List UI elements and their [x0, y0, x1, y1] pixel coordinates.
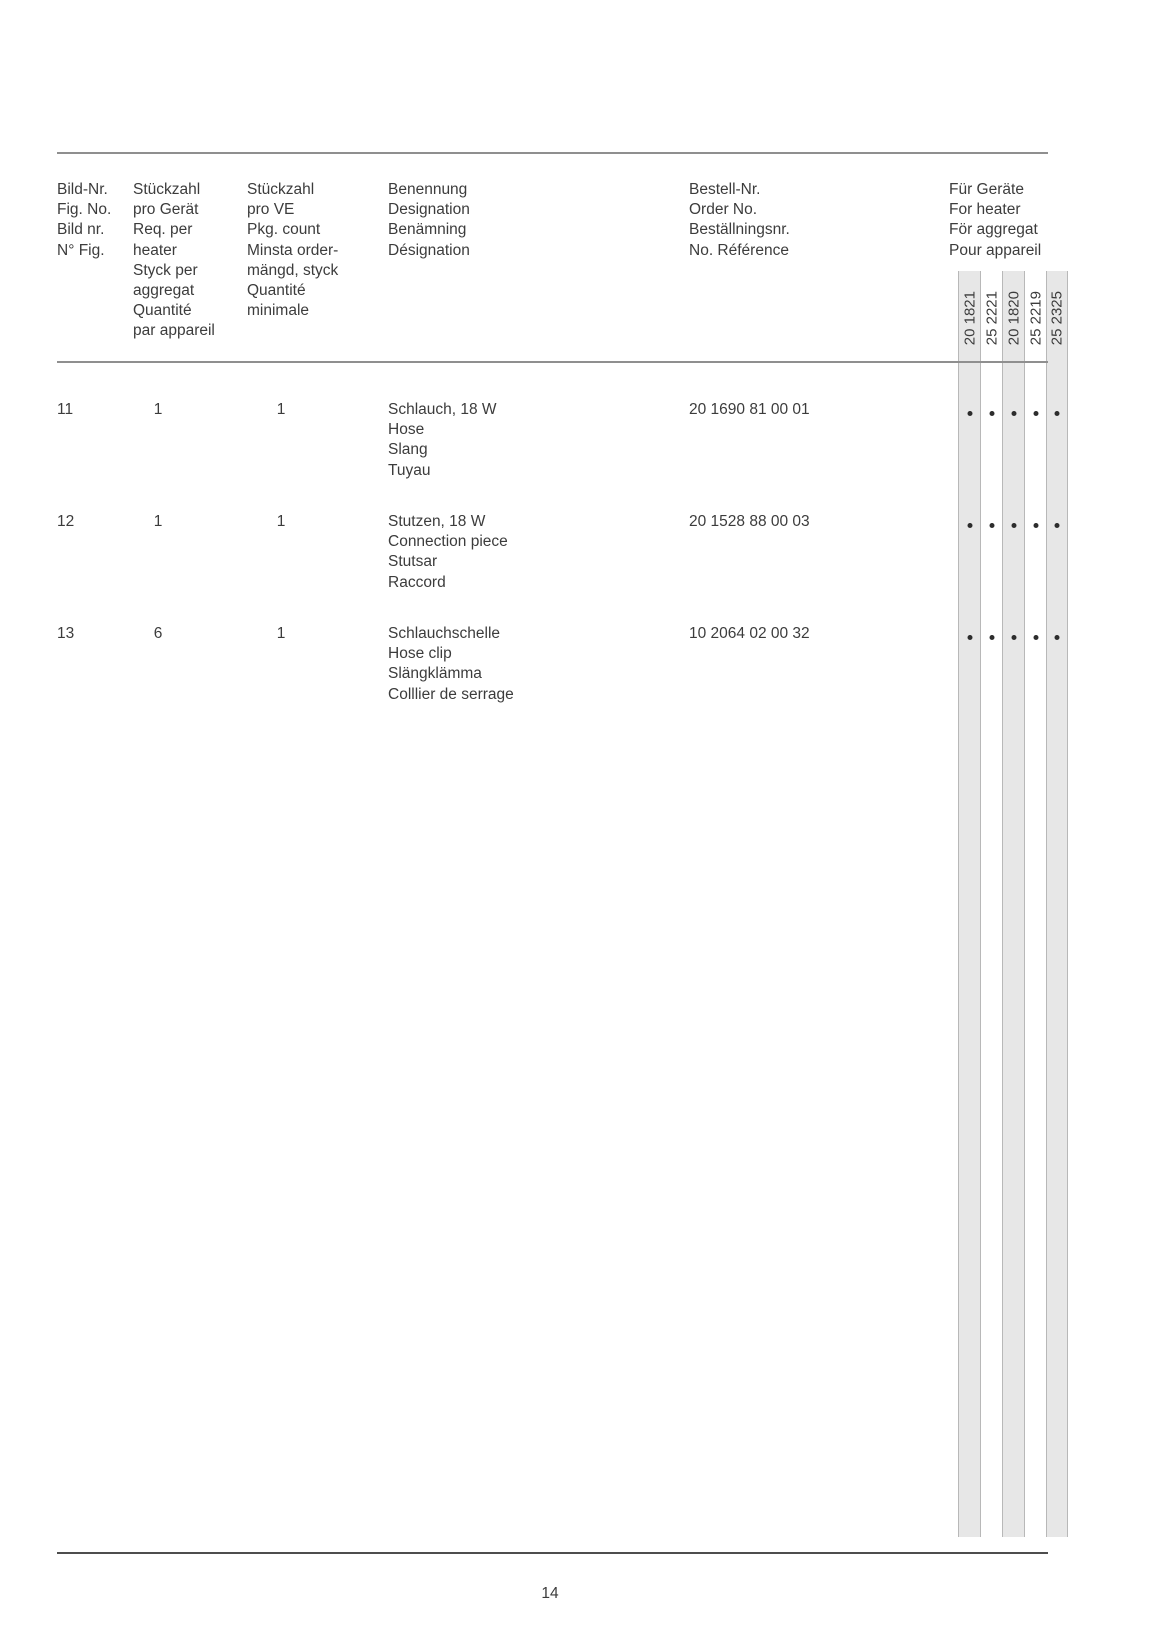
text-line: Styck per [133, 261, 198, 279]
applicability-dot [1055, 523, 1060, 528]
model-stripe-label: 25 2219 [1027, 291, 1044, 346]
text-line: par appareil [133, 322, 215, 340]
text-line: Bild-Nr. [57, 181, 108, 198]
applicability-dot [1011, 635, 1016, 640]
text-line: Désignation [388, 241, 470, 259]
applicability-dot [1055, 635, 1060, 640]
heater-model-columns [958, 271, 1068, 1537]
text-line: För aggregat [949, 221, 1038, 239]
designation-line: Connection piece [388, 533, 508, 551]
fig-number-cell: 11 [57, 401, 74, 418]
applicability-dot [989, 635, 994, 640]
designation-cell [388, 512, 508, 593]
model-stripe-label: 25 2221 [983, 291, 1000, 346]
applicability-dot [1055, 411, 1060, 416]
text-line: Designation [388, 201, 470, 219]
order-number-cell: 20 1528 88 00 03 [689, 513, 810, 530]
designation-line: Tuyau [388, 461, 431, 479]
text-line: mängd, styck [247, 261, 339, 279]
qty-per-pack-cell: 1 [276, 513, 286, 530]
text-line: Pkg. count [247, 221, 321, 239]
fig-number-cell: 13 [57, 625, 75, 642]
page-number: 14 [541, 1585, 559, 1602]
qty-per-heater-cell: 1 [153, 401, 163, 418]
applicability-dot [1033, 523, 1038, 528]
text-line: Benämning [388, 221, 467, 239]
text-line: Beställningsnr. [689, 221, 790, 239]
applicability-dot [1033, 411, 1038, 416]
applicability-dot [967, 411, 972, 416]
text-line: pro Gerät [133, 201, 199, 219]
text-line: aggregat [133, 282, 195, 300]
designation-line: Slang [388, 441, 428, 459]
text-line: Für Geräte [949, 181, 1024, 198]
text-line: Fig. No. [57, 201, 112, 219]
designation-line: Colllier de serrage [388, 685, 514, 703]
model-stripe [1046, 271, 1068, 1537]
applicability-dot [989, 523, 994, 528]
order-number-cell: 10 2064 02 00 32 [689, 625, 810, 642]
designation-line: Raccord [388, 573, 446, 591]
applicability-dot [1011, 411, 1016, 416]
order-number-cell: 20 1690 81 00 01 [689, 401, 810, 418]
designation-line: Hose [388, 421, 425, 439]
model-stripe [1024, 271, 1046, 1537]
column-header-qty-per-heater [133, 180, 215, 342]
model-stripe-label: 20 1821 [961, 291, 978, 346]
column-header-designation [388, 180, 470, 261]
designation-line: Schlauch, 18 W [388, 401, 497, 418]
fig-number-cell: 12 [57, 513, 75, 530]
text-line: Req. per [133, 221, 193, 239]
model-stripe [958, 271, 980, 1537]
text-line: minimale [247, 302, 310, 320]
column-header-qty-per-pack [247, 180, 338, 321]
model-stripe [980, 271, 1002, 1537]
text-line: Order No. [689, 201, 758, 219]
column-header-for-heaters [949, 180, 1041, 261]
text-line: pro VE [247, 201, 295, 219]
applicability-dot [989, 411, 994, 416]
designation-cell [388, 624, 514, 705]
applicability-dot [1033, 635, 1038, 640]
text-line: Bestell-Nr. [689, 181, 761, 198]
text-line: Minsta order- [247, 241, 339, 259]
qty-per-heater-cell: 1 [153, 513, 163, 530]
designation-line: Hose clip [388, 645, 452, 663]
text-line: Stückzahl [133, 181, 201, 198]
text-line: N° Fig. [57, 241, 105, 259]
applicability-dot [967, 635, 972, 640]
applicability-dot [967, 523, 972, 528]
text-line: Stückzahl [247, 181, 315, 198]
qty-per-pack-cell: 1 [276, 401, 286, 418]
designation-line: Schlauchschelle [388, 625, 501, 642]
designation-line: Stutzen, 18 W [388, 513, 486, 530]
designation-line: Slängklämma [388, 665, 482, 683]
column-header-order-no [689, 180, 790, 261]
header-bottom-rule [57, 361, 1048, 363]
text-line: No. Référence [689, 241, 789, 259]
text-line: Quantité [133, 302, 192, 320]
text-line: Bild nr. [57, 221, 105, 239]
text-line: heater [133, 241, 177, 259]
model-stripe [1002, 271, 1024, 1537]
column-header-fig-no [57, 180, 111, 261]
applicability-dot [1011, 523, 1016, 528]
designation-line: Stutsar [388, 553, 438, 571]
model-stripe-label: 20 1820 [1005, 291, 1022, 346]
text-line: Benennung [388, 181, 468, 198]
qty-per-heater-cell: 6 [153, 625, 163, 642]
text-line: Quantité [247, 282, 306, 300]
designation-cell [388, 400, 497, 481]
page-bottom-rule [57, 1552, 1048, 1554]
header-top-rule [57, 152, 1048, 154]
model-stripe-label: 25 2325 [1048, 291, 1066, 346]
text-line: For heater [949, 201, 1021, 219]
text-line: Pour appareil [949, 241, 1042, 259]
qty-per-pack-cell: 1 [276, 625, 286, 642]
